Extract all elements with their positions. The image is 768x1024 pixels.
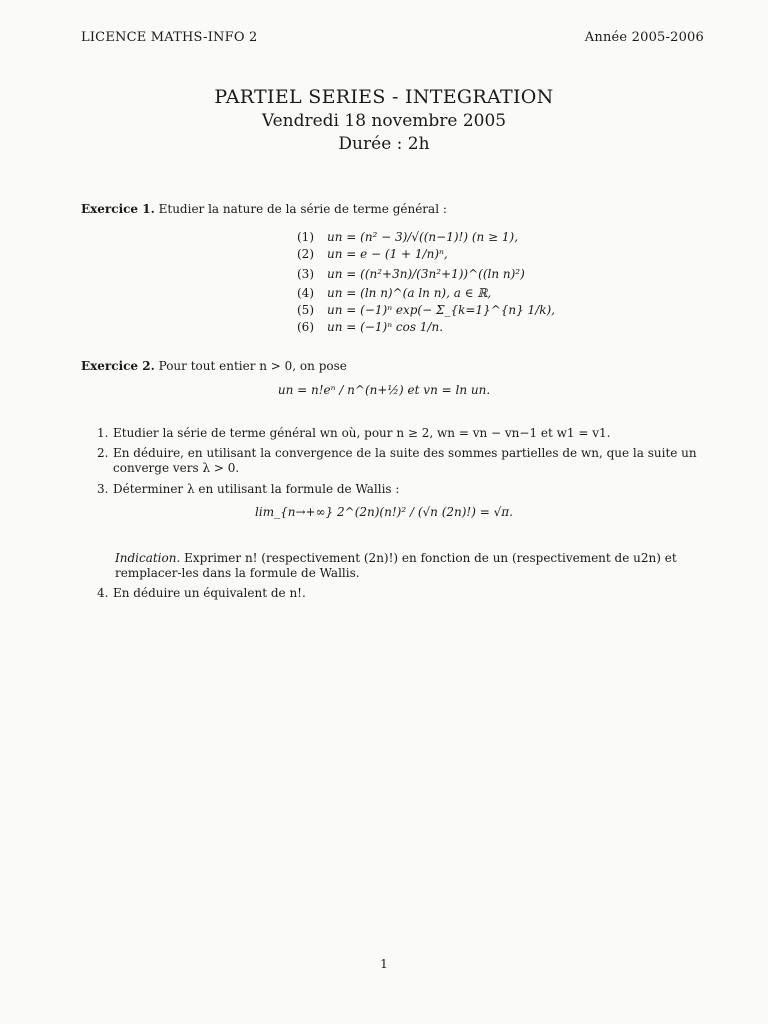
indication-paragraph [115, 551, 709, 581]
exercise-1-label: Exercice 1. [81, 202, 155, 216]
question-text: En déduire, en utilisant la convergence de la suite des sommes partielles de wn, que la suite un converge vers λ > 0. [113, 446, 697, 475]
wallis-formula: lim_{n→+∞} 2^(2n)(n!)² / (√n (2n)!) = √π. [255, 505, 513, 519]
exercise-1-series-list [297, 229, 555, 336]
series-item: (4) un = (ln n)^(a ln n), a ∈ ℝ, [297, 286, 492, 300]
series-item: (1) un = (n² − 3)/√((n−1)!) (n ≥ 1), [297, 230, 519, 244]
series-item: (5) un = (−1)ⁿ exp(− Σ_{k=1}^{n} 1/k), [297, 303, 555, 317]
indication-text: Exprimer n! (respectivement (2n)!) en fonction de un (respectivement de u2n) et remplacer-les dans la formule de Wallis. [115, 551, 677, 580]
exam-title: PARTIEL SERIES - INTEGRATION [214, 86, 554, 108]
question-text: Déterminer λ en utilisant la formule de Wallis : [113, 482, 400, 496]
series-item: (3) un = ((n²+3n)/(3n²+1))^((ln n)²) [297, 266, 525, 281]
series-expression: un = (n² − 3)/√((n−1)!) (n ≥ 1), [327, 230, 519, 244]
question-text: En déduire un équivalent de n!. [113, 586, 306, 600]
page-number: 1 [380, 957, 388, 971]
sequence-definition: un = n!eⁿ / n^(n+½) et vn = ln un. [277, 383, 491, 397]
series-expression: un = (ln n)^(a ln n), a ∈ ℝ, [327, 286, 492, 300]
exercise-1-heading [81, 202, 447, 216]
series-expression: un = (−1)ⁿ exp(− Σ_{k=1}^{n} 1/k), [327, 303, 555, 317]
series-expression: un = ((n²+3n)/(3n²+1))^((ln n)²) [327, 266, 525, 281]
series-item: (6) un = (−1)ⁿ cos 1/n. [297, 320, 444, 334]
course-header: LICENCE MATHS-INFO 2 [81, 30, 258, 45]
exam-date: Vendredi 18 novembre 2005 [261, 111, 507, 131]
exercise-2-text: Pour tout entier n > 0, on pose [158, 359, 347, 373]
indication-label: Indication. [115, 551, 181, 565]
question-text: Etudier la série de terme général wn où, pour n ≥ 2, wn = vn − vn−1 et w1 = v1. [113, 426, 611, 440]
series-expression: un = (−1)ⁿ cos 1/n. [327, 320, 444, 334]
series-expression: un = e − (1 + 1/n)ⁿ, [327, 247, 448, 261]
exercise-2-heading [81, 359, 347, 373]
exercise-1-text: Etudier la nature de la série de terme général : [158, 202, 447, 216]
exam-duration: Durée : 2h [338, 134, 430, 154]
exercise-2-label: Exercice 2. [81, 359, 155, 373]
series-item: (2) un = e − (1 + 1/n)ⁿ, [297, 247, 448, 261]
year-header: Année 2005-2006 [584, 30, 704, 45]
